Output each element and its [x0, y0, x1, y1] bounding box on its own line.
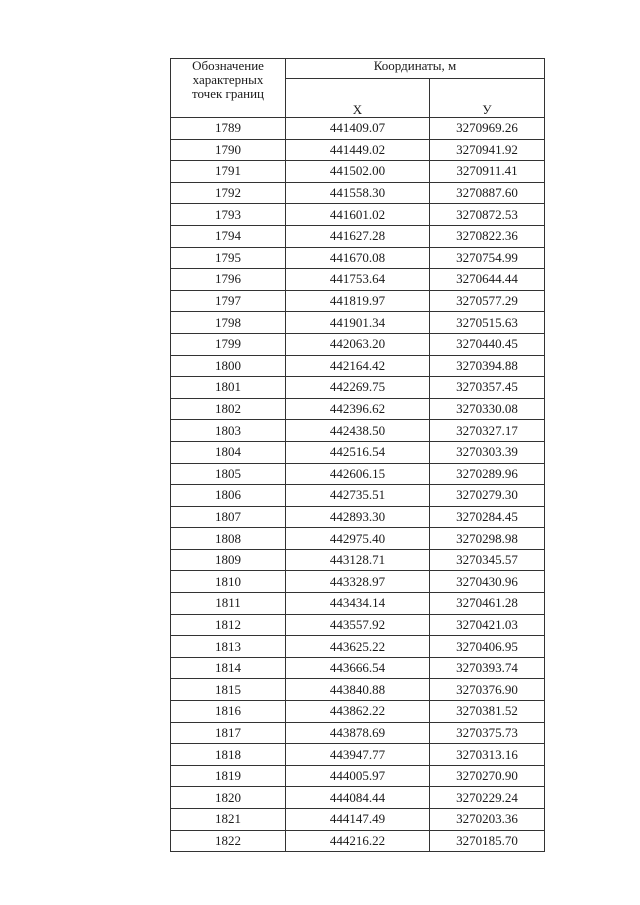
table-row — [171, 269, 545, 291]
point-id-cell: 1820 — [171, 787, 286, 809]
table-row — [171, 657, 545, 679]
table-row — [171, 830, 545, 852]
y-coordinate-cell: 3270185.70 — [430, 830, 545, 852]
point-id-cell: 1806 — [171, 485, 286, 507]
table-row — [171, 506, 545, 528]
point-id-cell: 1794 — [171, 225, 286, 247]
table-row — [171, 161, 545, 183]
y-coordinate-cell: 3270887.60 — [430, 182, 545, 204]
y-coordinate-cell: 3270357.45 — [430, 377, 545, 399]
point-id-cell: 1790 — [171, 139, 286, 161]
table-row — [171, 744, 545, 766]
table-row — [171, 355, 545, 377]
point-id-cell: 1801 — [171, 377, 286, 399]
x-column-header: X — [286, 79, 430, 118]
x-coordinate-cell: 441901.34 — [286, 312, 430, 334]
x-coordinate-cell: 441502.00 — [286, 161, 430, 183]
point-id-cell: 1797 — [171, 290, 286, 312]
point-label-header — [171, 59, 286, 118]
point-id-cell: 1800 — [171, 355, 286, 377]
point-id-cell: 1813 — [171, 636, 286, 658]
x-coordinate-cell: 443862.22 — [286, 701, 430, 723]
y-coordinate-cell: 3270822.36 — [430, 225, 545, 247]
x-coordinate-cell: 443557.92 — [286, 614, 430, 636]
point-id-cell: 1789 — [171, 118, 286, 140]
point-id-cell: 1796 — [171, 269, 286, 291]
y-coordinate-cell: 3270327.17 — [430, 420, 545, 442]
x-coordinate-cell: 442975.40 — [286, 528, 430, 550]
table-row — [171, 333, 545, 355]
x-coordinate-cell: 444147.49 — [286, 809, 430, 831]
table-row — [171, 787, 545, 809]
y-coordinate-cell: 3270461.28 — [430, 593, 545, 615]
table-row — [171, 809, 545, 831]
x-coordinate-cell: 443625.22 — [286, 636, 430, 658]
table-row — [171, 722, 545, 744]
point-label-header-line-1: Обозначение — [192, 58, 264, 73]
table-row — [171, 528, 545, 550]
y-coordinate-cell: 3270577.29 — [430, 290, 545, 312]
x-coordinate-cell: 443128.71 — [286, 549, 430, 571]
point-id-cell: 1798 — [171, 312, 286, 334]
y-coordinate-cell: 3270421.03 — [430, 614, 545, 636]
table-row — [171, 290, 545, 312]
x-coordinate-cell: 441409.07 — [286, 118, 430, 140]
table-row — [171, 593, 545, 615]
point-id-cell: 1795 — [171, 247, 286, 269]
y-column-header: У — [430, 79, 545, 118]
coordinates-table — [170, 58, 545, 852]
point-id-cell: 1810 — [171, 571, 286, 593]
x-coordinate-cell: 442164.42 — [286, 355, 430, 377]
y-coordinate-cell: 3270279.30 — [430, 485, 545, 507]
table-row — [171, 398, 545, 420]
point-id-cell: 1807 — [171, 506, 286, 528]
point-id-cell: 1811 — [171, 593, 286, 615]
point-id-cell: 1792 — [171, 182, 286, 204]
coordinates-group-header: Координаты, м — [286, 59, 545, 79]
y-coordinate-cell: 3270345.57 — [430, 549, 545, 571]
table-header — [171, 59, 545, 118]
y-coordinate-cell: 3270229.24 — [430, 787, 545, 809]
point-id-cell: 1793 — [171, 204, 286, 226]
point-id-cell: 1802 — [171, 398, 286, 420]
point-id-cell: 1812 — [171, 614, 286, 636]
y-coordinate-cell: 3270393.74 — [430, 657, 545, 679]
point-id-cell: 1808 — [171, 528, 286, 550]
y-coordinate-cell: 3270298.98 — [430, 528, 545, 550]
y-coordinate-cell: 3270270.90 — [430, 765, 545, 787]
x-coordinate-cell: 443328.97 — [286, 571, 430, 593]
y-coordinate-cell: 3270941.92 — [430, 139, 545, 161]
table-row — [171, 701, 545, 723]
table-row — [171, 441, 545, 463]
x-coordinate-cell: 442516.54 — [286, 441, 430, 463]
point-id-cell: 1816 — [171, 701, 286, 723]
point-label-header-line-2: характерных — [192, 72, 264, 87]
point-id-cell: 1819 — [171, 765, 286, 787]
y-coordinate-cell: 3270872.53 — [430, 204, 545, 226]
x-coordinate-cell: 444005.97 — [286, 765, 430, 787]
x-coordinate-cell: 441558.30 — [286, 182, 430, 204]
point-id-cell: 1799 — [171, 333, 286, 355]
y-coordinate-cell: 3270754.99 — [430, 247, 545, 269]
point-id-cell: 1817 — [171, 722, 286, 744]
table-row — [171, 765, 545, 787]
x-coordinate-cell: 441819.97 — [286, 290, 430, 312]
table-row — [171, 463, 545, 485]
y-coordinate-cell: 3270406.95 — [430, 636, 545, 658]
table-row — [171, 225, 545, 247]
x-coordinate-cell: 442606.15 — [286, 463, 430, 485]
point-id-cell: 1791 — [171, 161, 286, 183]
y-coordinate-cell: 3270911.41 — [430, 161, 545, 183]
x-coordinate-cell: 443947.77 — [286, 744, 430, 766]
x-coordinate-cell: 443666.54 — [286, 657, 430, 679]
x-coordinate-cell: 441601.02 — [286, 204, 430, 226]
y-coordinate-cell: 3270381.52 — [430, 701, 545, 723]
x-coordinate-cell: 442269.75 — [286, 377, 430, 399]
table-row — [171, 377, 545, 399]
table-row — [171, 549, 545, 571]
x-coordinate-cell: 442396.62 — [286, 398, 430, 420]
table-row — [171, 636, 545, 658]
y-coordinate-cell: 3270376.90 — [430, 679, 545, 701]
point-id-cell: 1805 — [171, 463, 286, 485]
table-row — [171, 204, 545, 226]
point-id-cell: 1818 — [171, 744, 286, 766]
x-coordinate-cell: 444216.22 — [286, 830, 430, 852]
y-coordinate-cell: 3270289.96 — [430, 463, 545, 485]
y-coordinate-cell: 3270969.26 — [430, 118, 545, 140]
x-coordinate-cell: 441627.28 — [286, 225, 430, 247]
point-id-cell: 1809 — [171, 549, 286, 571]
x-coordinate-cell: 442063.20 — [286, 333, 430, 355]
x-coordinate-cell: 441670.08 — [286, 247, 430, 269]
x-coordinate-cell: 442893.30 — [286, 506, 430, 528]
table-body — [171, 118, 545, 852]
table-row — [171, 614, 545, 636]
x-coordinate-cell: 442735.51 — [286, 485, 430, 507]
table-row — [171, 118, 545, 140]
y-coordinate-cell: 3270284.45 — [430, 506, 545, 528]
x-coordinate-cell: 441753.64 — [286, 269, 430, 291]
x-coordinate-cell: 443878.69 — [286, 722, 430, 744]
x-coordinate-cell: 442438.50 — [286, 420, 430, 442]
point-id-cell: 1821 — [171, 809, 286, 831]
y-coordinate-cell: 3270394.88 — [430, 355, 545, 377]
y-coordinate-cell: 3270515.63 — [430, 312, 545, 334]
x-coordinate-cell: 443840.88 — [286, 679, 430, 701]
table-row — [171, 420, 545, 442]
point-id-cell: 1803 — [171, 420, 286, 442]
y-coordinate-cell: 3270313.16 — [430, 744, 545, 766]
table-row — [171, 139, 545, 161]
point-id-cell: 1815 — [171, 679, 286, 701]
y-coordinate-cell: 3270375.73 — [430, 722, 545, 744]
table-row — [171, 247, 545, 269]
table-row — [171, 312, 545, 334]
point-label-header-line-3: точек границ — [191, 86, 265, 101]
table-row — [171, 485, 545, 507]
table-row — [171, 182, 545, 204]
x-coordinate-cell: 444084.44 — [286, 787, 430, 809]
x-coordinate-cell: 443434.14 — [286, 593, 430, 615]
y-coordinate-cell: 3270644.44 — [430, 269, 545, 291]
y-coordinate-cell: 3270430.96 — [430, 571, 545, 593]
y-coordinate-cell: 3270303.39 — [430, 441, 545, 463]
y-coordinate-cell: 3270203.36 — [430, 809, 545, 831]
table-row — [171, 571, 545, 593]
point-id-cell: 1822 — [171, 830, 286, 852]
point-id-cell: 1814 — [171, 657, 286, 679]
table-row — [171, 679, 545, 701]
y-coordinate-cell: 3270330.08 — [430, 398, 545, 420]
point-id-cell: 1804 — [171, 441, 286, 463]
x-coordinate-cell: 441449.02 — [286, 139, 430, 161]
y-coordinate-cell: 3270440.45 — [430, 333, 545, 355]
